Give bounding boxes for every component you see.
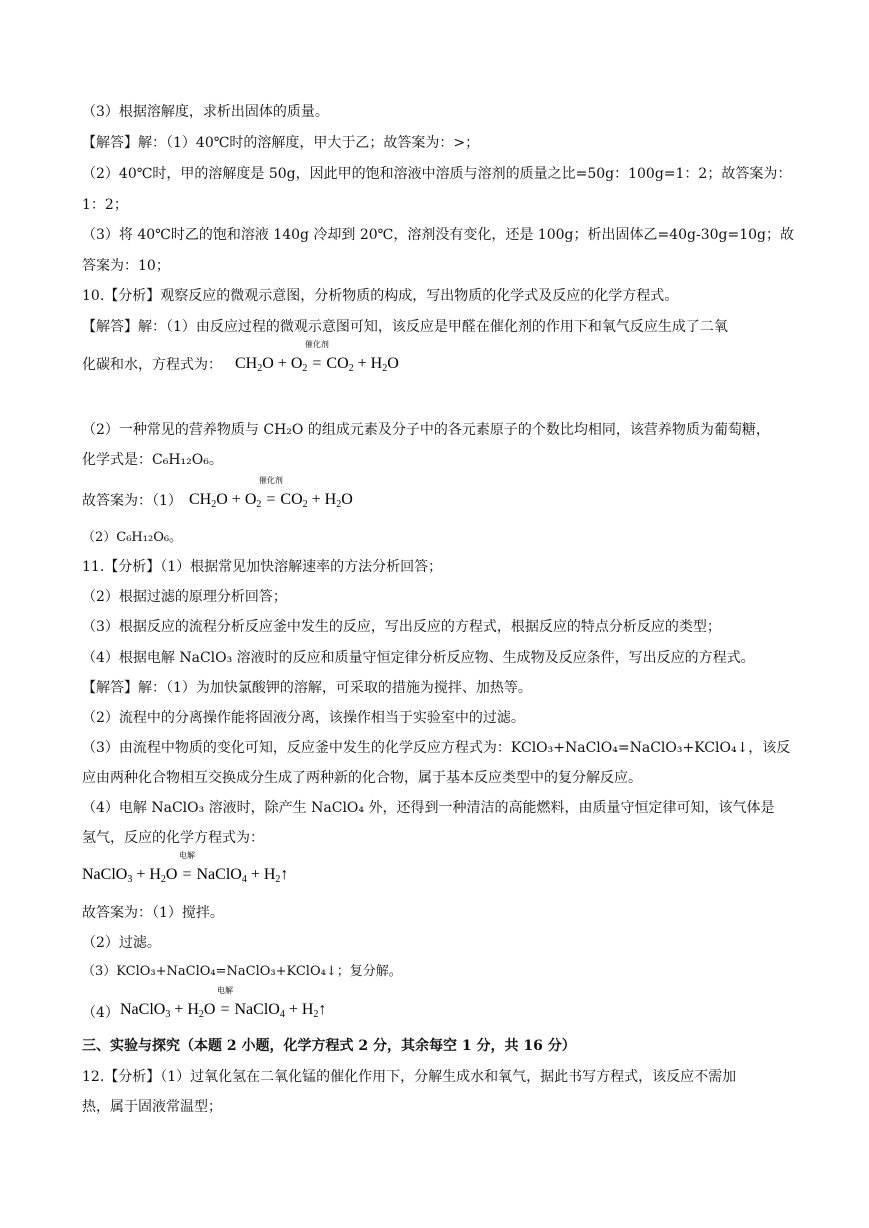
text-line: （4） [82,1005,119,1021]
text-line: （3）KClO₃+NaClO₄=NaClO₃+KClO₄↓；复分解。 [82,964,402,979]
chemical-equation-electrolysis-answer: NaClO$_3$ + $H_2O$ 电解 = NaClO$_4$ + $H_2↑$ [120,986,327,1020]
catalyst-condition-label: 催化剂 [304,340,329,349]
text-line: （2）流程中的分离操作能将固液分离，该操作相当于实验室中的过滤。 [82,710,525,726]
text-line: 热，属于固液常温型； [82,1099,222,1115]
chemical-equation-formaldehyde-answer: $CH_2O + O_2$ 催化剂 = $CO_2 + H_2O$ [189,476,353,510]
text-line: （2）过滤。 [82,935,161,951]
text-line: （3）将 40℃时乙的饱和溶液 140g 冷却到 20℃，溶剂没有变化，还是 100g；析出固体乙=40g-30g=10g；故 [82,227,794,243]
text-line: 故答案为：（1） [82,493,182,509]
answer-line: 【解答】解：（1）为加快氯酸钾的溶解，可采取的措施为搅拌、加热等。 [82,680,532,696]
text-line: 氢气，反应的化学方程式为： [82,830,264,846]
text-line: 1：2； [82,197,128,213]
chemical-equation-electrolysis: NaClO$_3$ + $H_2O$ 电解 = NaClO$_4$ + $H_2↑$ [82,851,289,885]
chemical-equation-formaldehyde: $CH_2O + O_2$ 催化剂 = $CO_2 + H_2O$ [235,340,399,374]
electrolysis-condition-label: 电解 [216,986,233,995]
text-line: （2）一种常见的营养物质与 CH₂O 的组成元素及分子中的各元素原子的个数比均相同，该营养物质为葡萄糖， [82,422,770,438]
text-line: （3）根据反应的流程分析反应釜中发生的反应，写出反应的方程式，根据反应的特点分析反应的类型； [82,619,721,635]
text-line: （2）根据过滤的原理分析回答； [82,589,287,605]
text-line: （2）C₆H₁₂O₆。 [82,530,183,545]
section-heading: 三、实验与探究（本题 2 小题，化学方程式 2 分，其余每空 1 分，共 16 分） [82,1038,576,1054]
text-line: （3）由流程中物质的变化可知，反应釜中发生的化学反应方程式为：KClO₃+NaClO₄=NaClO₃+KClO₄↓，该反 [82,740,791,756]
text-line: （2）40℃时，甲的溶解度是 50g，因此甲的饱和溶液中溶质与溶剂的质量之比=50g：100g=1：2；故答案为： [82,166,792,182]
text-line: （3）根据溶解度，求析出固体的质量。 [82,104,329,120]
text-line: （4）电解 NaClO₃ 溶液时，除产生 NaClO₄ 外，还得到一种清洁的高能燃料，由质量守恒定律可知，该气体是 [82,800,775,816]
question-11-analysis: 11.【分析】（1）根据常见加快溶解速率的方法分析回答； [82,559,443,575]
question-12-analysis: 12.【分析】（1）过氧化氢在二氧化锰的催化作用下，分解生成水和氧气，据此书写方程式，该反应不需加 [82,1069,737,1085]
text-line: 化学式是：C₆H₁₂O₆。 [82,452,223,468]
question-10-analysis: 10.【分析】观察反应的微观示意图，分析物质的构成，写出物质的化学式及反应的化学方程式。 [82,288,679,304]
catalyst-condition-label: 催化剂 [258,476,283,485]
answer-line: 【解答】解：（1）40℃时的溶解度，甲大于乙；故答案为：>； [82,135,480,151]
text-line: 答案为：10； [82,258,170,274]
answer-line: 【解答】解：（1）由反应过程的微观示意图可知，该反应是甲醛在催化剂的作用下和氧气反应生成了二氧 [82,319,728,335]
text-line: 应由两种化合物相互交换成分生成了两种新的化合物，属于基本反应类型中的复分解反应。 [82,770,642,786]
text-line: （4）根据电解 NaClO₃ 溶液时的反应和质量守恒定律分析反应物、生成物及反应条件，写出反应的方程式。 [82,650,755,666]
text-line: 故答案为：（1）搅拌。 [82,905,224,921]
electrolysis-condition-label: 电解 [178,851,195,860]
text-line: 化碳和水，方程式为： [82,357,222,373]
